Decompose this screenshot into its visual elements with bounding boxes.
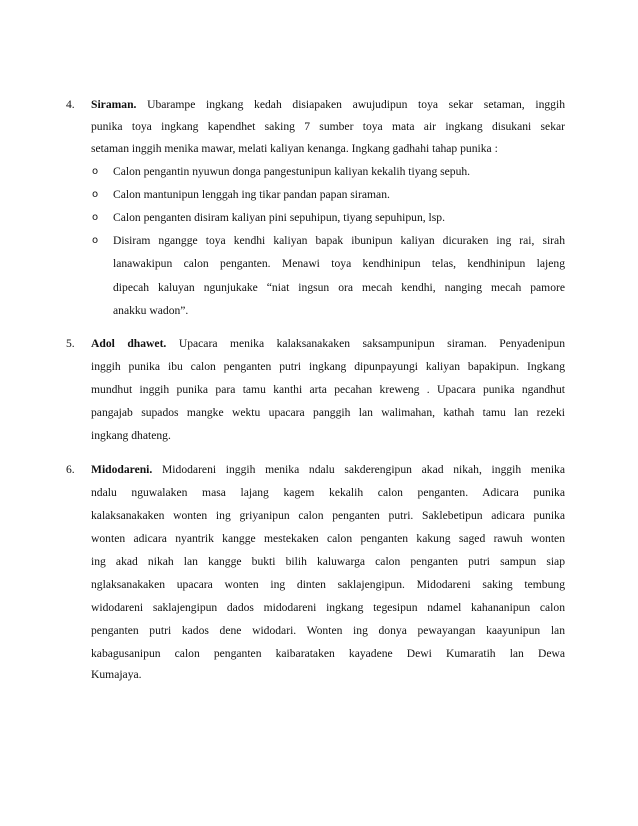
- item-heading: Siraman.: [91, 98, 137, 111]
- paragraph-line: wonten adicara nyantrik kangge mestekaken calon penganten kakung saged rawuh wonten: [91, 532, 565, 545]
- paragraph-line: inggih punika ibu calon penganten putri ingkang dipunpayungi kaliyan bapakipun. Ingkang: [91, 360, 565, 373]
- paragraph-line: ingkang dhateng.: [91, 429, 171, 442]
- bullet-icon: o: [92, 189, 99, 200]
- item-number: 5.: [66, 337, 75, 350]
- paragraph-line: kalaksanakaken wonten ing griyanipun calon penganten putri. Saklebetipun adicara punika: [91, 509, 565, 522]
- paragraph-line: [91, 93, 565, 116]
- paragraph-line: mundhut inggih punika para tamu kanthi arta pecahan kreweng . Upacara punika ngandhut: [91, 383, 565, 396]
- paragraph-line: [91, 458, 565, 481]
- paragraph-line: Kumajaya.: [91, 668, 142, 681]
- item-number: 4.: [66, 98, 75, 111]
- item-heading: Adol dhawet.: [91, 337, 167, 350]
- paragraph-line: kabagusanipun calon penganten kaibarataken kayadene Dewi Kumaratih lan Dewa: [91, 647, 565, 660]
- paragraph-line: setaman inggih menika mawar, melati kaliyan kenanga. Ingkang gadhahi tahap punika :: [91, 142, 498, 155]
- bullet-line: anakku wadon”.: [113, 304, 189, 317]
- bullet-line: Calon mantunipun lenggah ing tikar pandan papan siraman.: [113, 188, 390, 201]
- bullet-line: Calon pengantin nyuwun donga pangestunipun kaliyan kekalih tiyang sepuh.: [113, 165, 471, 178]
- paragraph-line: penganten putri kados dene widodari. Wonten ing donya pewayangan kaayunipun lan: [91, 624, 565, 637]
- item-number: 6.: [66, 463, 75, 476]
- paragraph-line: [91, 332, 565, 355]
- bullet-icon: o: [92, 212, 99, 223]
- bullet-line: Disiram ngangge toya kendhi kaliyan bapak ibunipun kaliyan dicuraken ing rai, sirah: [113, 234, 565, 247]
- bullet-line: dipecah kaluyan ngunjukake “niat ingsun ora mecah kendhi, nanging mecah pamore: [113, 281, 565, 294]
- line-text: Ubarampe ingkang kedah disiapaken awujudipun toya sekar setaman, inggih: [136, 98, 565, 111]
- bullet-icon: o: [92, 166, 99, 177]
- paragraph-line: widodareni saklajengipun dados midodareni ingkang tegesipun ndamel kahananipun calon: [91, 601, 565, 614]
- paragraph-line: ing akad nikah lan kangge bukti bilih kaluwarga calon penganten putri sampun siap: [91, 555, 565, 568]
- paragraph-line: ndalu nguwalaken masa lajang kagem kekalih calon penganten. Adicara punika: [91, 486, 565, 499]
- line-text: Upacara menika kalaksanakaken saksampunipun siraman. Penyadenipun: [166, 337, 565, 350]
- bullet-line: Calon penganten disiram kaliyan pini sepuhipun, tiyang sepuhipun, lsp.: [113, 211, 445, 224]
- paragraph-line: punika toya ingkang kapendhet saking 7 sumber toya mata air ingkang disukani sekar: [91, 120, 565, 133]
- line-text: Midodareni inggih menika ndalu sakderengipun akad nikah, inggih menika: [152, 463, 565, 476]
- paragraph-line: pangajab supados mangke wektu upacara panggih lan walimahan, kathah tamu lan rezeki: [91, 406, 565, 419]
- bullet-icon: o: [92, 235, 99, 246]
- item-heading: Midodareni.: [91, 463, 153, 476]
- bullet-line: lanawakipun calon penganten. Menawi toya kendhinipun telas, kendhinipun lajeng: [113, 257, 565, 270]
- paragraph-line: nglaksanakaken upacara wonten ing dinten saklajengipun. Midodareni saking tembung: [91, 578, 565, 591]
